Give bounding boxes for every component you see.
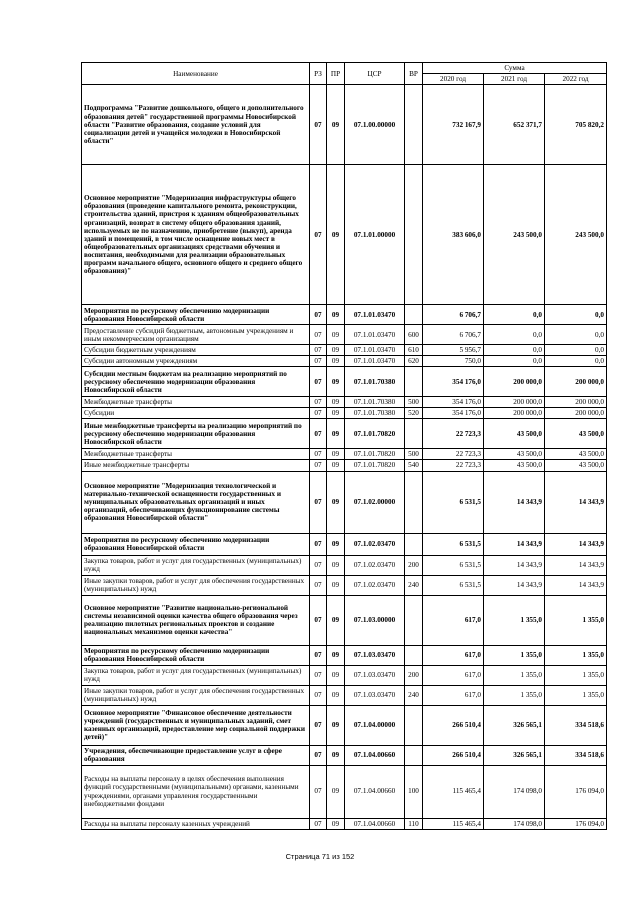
cell-2022: 43 500,0	[545, 460, 607, 471]
cell-vr	[405, 85, 423, 165]
cell-pr: 09	[327, 419, 345, 449]
cell-name: Субсидии	[82, 408, 310, 419]
cell-2020: 6 706,7	[423, 325, 484, 345]
table-row	[82, 745, 607, 765]
header-csr: ЦСР	[345, 63, 405, 85]
cell-rz: 07	[310, 818, 327, 829]
cell-rz: 07	[310, 745, 327, 765]
cell-name: Основное мероприятие "Модернизация инфраструктуры общего образования (проведение капитального ремонта, реконструкции, строительства зданий, пристроя к зданиям общеобразовательных организаций, возврат в систему общего образования зданий, используемых не по назначению, приобретение (выкуп), аренда зданий и помещений, в том числе оснащение новых мест в общеобразовательных организациях средствами обучения и воспитания, необходимыми для реализации образовательных программ начального общего, основного общего и среднего общего образования)"	[82, 165, 310, 305]
cell-name: Иные межбюджетные трансферты	[82, 460, 310, 471]
cell-pr: 09	[327, 397, 345, 408]
header-rz: РЗ	[310, 63, 327, 85]
cell-name: Закупка товаров, работ и услуг для государственных (муниципальных) нужд	[82, 555, 310, 575]
table-row	[82, 325, 607, 345]
cell-2021: 1 355,0	[484, 665, 545, 685]
table-row	[82, 471, 607, 533]
cell-rz: 07	[310, 460, 327, 471]
budget-table	[81, 62, 607, 830]
cell-pr: 09	[327, 595, 345, 645]
cell-vr: 540	[405, 460, 423, 471]
cell-2021: 200 000,0	[484, 367, 545, 397]
cell-2021: 652 371,7	[484, 85, 545, 165]
table-row	[82, 165, 607, 305]
cell-name: Расходы на выплаты персоналу в целях обеспечения выполнения функций государственными (муниципальными) органами, казенными учреждениями, органами управления государственными внебюджетными фондами	[82, 765, 310, 818]
cell-vr	[405, 533, 423, 555]
cell-2021: 174 098,0	[484, 818, 545, 829]
cell-2021: 0,0	[484, 345, 545, 356]
cell-2022: 243 500,0	[545, 165, 607, 305]
cell-2020: 6 531,5	[423, 471, 484, 533]
cell-pr: 09	[327, 460, 345, 471]
cell-2021: 0,0	[484, 356, 545, 367]
cell-vr	[405, 705, 423, 745]
cell-2021: 0,0	[484, 305, 545, 325]
cell-csr: 07.1.01.70820	[345, 460, 405, 471]
cell-name: Субсидии местным бюджетам на реализацию мероприятий по ресурсному обеспечению модернизации образования Новосибирской области	[82, 367, 310, 397]
cell-name: Мероприятия по ресурсному обеспечению модернизации образования Новосибирской области	[82, 645, 310, 665]
cell-rz: 07	[310, 325, 327, 345]
cell-2021: 326 565,1	[484, 705, 545, 745]
cell-vr: 600	[405, 325, 423, 345]
cell-2020: 266 510,4	[423, 745, 484, 765]
cell-pr: 09	[327, 533, 345, 555]
cell-vr	[405, 745, 423, 765]
cell-vr	[405, 165, 423, 305]
cell-2022: 0,0	[545, 325, 607, 345]
cell-2021: 14 343,9	[484, 575, 545, 595]
cell-vr	[405, 305, 423, 325]
cell-rz: 07	[310, 397, 327, 408]
cell-vr: 620	[405, 356, 423, 367]
cell-csr: 07.1.03.00000	[345, 595, 405, 645]
table-row	[82, 408, 607, 419]
cell-vr	[405, 471, 423, 533]
cell-rz: 07	[310, 305, 327, 325]
cell-2022: 334 518,6	[545, 745, 607, 765]
cell-2022: 14 343,9	[545, 575, 607, 595]
cell-2020: 617,0	[423, 665, 484, 685]
cell-csr: 07.1.01.00000	[345, 165, 405, 305]
cell-2020: 617,0	[423, 645, 484, 665]
cell-csr: 07.1.01.70380	[345, 397, 405, 408]
cell-2022: 43 500,0	[545, 419, 607, 449]
table-row	[82, 305, 607, 325]
header-year: 2022 год	[545, 74, 607, 85]
cell-pr: 09	[327, 305, 345, 325]
cell-2022: 0,0	[545, 356, 607, 367]
table-row	[82, 555, 607, 575]
cell-csr: 07.1.02.03470	[345, 555, 405, 575]
cell-pr: 09	[327, 367, 345, 397]
cell-csr: 07.1.03.03470	[345, 645, 405, 665]
cell-2021: 43 500,0	[484, 419, 545, 449]
document-page	[81, 62, 606, 830]
cell-2020: 115 465,4	[423, 818, 484, 829]
cell-2022: 200 000,0	[545, 408, 607, 419]
cell-2021: 243 500,0	[484, 165, 545, 305]
cell-name: Предоставление субсидий бюджетным, автономным учреждениям и иным некоммерческим организациям	[82, 325, 310, 345]
header-year: 2020 год	[423, 74, 484, 85]
cell-2020: 266 510,4	[423, 705, 484, 745]
table-row	[82, 460, 607, 471]
cell-2020: 354 176,0	[423, 367, 484, 397]
cell-csr: 07.1.01.70380	[345, 367, 405, 397]
table-row	[82, 85, 607, 165]
cell-2021: 14 343,9	[484, 471, 545, 533]
cell-2020: 750,0	[423, 356, 484, 367]
cell-name: Подпрограмма "Развитие дошкольного, общего и дополнительного образования детей" государственной программы Новосибирской области "Развитие образования, создание условий для социализации детей и учащейся молодежи в Новосибирской области"	[82, 85, 310, 165]
cell-name: Мероприятия по ресурсному обеспечению модернизации образования Новосибирской области	[82, 305, 310, 325]
cell-vr: 240	[405, 575, 423, 595]
page-number: Страница 71 из 152	[285, 852, 355, 861]
cell-2021: 14 343,9	[484, 533, 545, 555]
cell-vr: 200	[405, 665, 423, 685]
cell-2022: 705 820,2	[545, 85, 607, 165]
header-name: Наименование	[82, 63, 310, 85]
cell-name: Иные межбюджетные трансферты на реализацию мероприятий по ресурсному обеспечению модернизации образования Новосибирской области	[82, 419, 310, 449]
header-vr: ВР	[405, 63, 423, 85]
cell-rz: 07	[310, 575, 327, 595]
cell-pr: 09	[327, 165, 345, 305]
cell-vr	[405, 367, 423, 397]
cell-2021: 1 355,0	[484, 645, 545, 665]
cell-pr: 09	[327, 645, 345, 665]
cell-csr: 07.1.04.00660	[345, 745, 405, 765]
cell-rz: 07	[310, 645, 327, 665]
cell-2022: 1 355,0	[545, 665, 607, 685]
cell-pr: 09	[327, 685, 345, 705]
cell-2020: 617,0	[423, 685, 484, 705]
cell-2020: 22 723,3	[423, 460, 484, 471]
cell-2020: 6 531,5	[423, 533, 484, 555]
table-row	[82, 367, 607, 397]
cell-pr: 09	[327, 356, 345, 367]
header-year: 2021 год	[484, 74, 545, 85]
cell-2020: 22 723,3	[423, 419, 484, 449]
cell-name: Субсидии автономным учреждениям	[82, 356, 310, 367]
cell-2020: 22 723,3	[423, 449, 484, 460]
cell-csr: 07.1.04.00000	[345, 705, 405, 745]
cell-rz: 07	[310, 533, 327, 555]
cell-2021: 1 355,0	[484, 685, 545, 705]
cell-csr: 07.1.01.70820	[345, 449, 405, 460]
cell-2022: 176 094,0	[545, 765, 607, 818]
cell-2020: 732 167,9	[423, 85, 484, 165]
cell-pr: 09	[327, 575, 345, 595]
cell-2021: 200 000,0	[484, 397, 545, 408]
cell-pr: 09	[327, 408, 345, 419]
cell-name: Субсидии бюджетным учреждениям	[82, 345, 310, 356]
table-row	[82, 449, 607, 460]
cell-name: Основное мероприятие "Развитие национально-региональной системы независимой оценки качества общего образования через реализацию пилотных региональных проектов и создание национальных механизмов оценки качества"	[82, 595, 310, 645]
cell-csr: 07.1.01.03470	[345, 345, 405, 356]
cell-csr: 07.1.02.03470	[345, 533, 405, 555]
cell-rz: 07	[310, 555, 327, 575]
table-row	[82, 645, 607, 665]
cell-rz: 07	[310, 685, 327, 705]
table-row	[82, 575, 607, 595]
cell-pr: 09	[327, 449, 345, 460]
table-row	[82, 345, 607, 356]
cell-vr: 610	[405, 345, 423, 356]
cell-vr: 110	[405, 818, 423, 829]
table-row	[82, 685, 607, 705]
cell-csr: 07.1.01.70820	[345, 419, 405, 449]
cell-rz: 07	[310, 449, 327, 460]
cell-rz: 07	[310, 85, 327, 165]
cell-2020: 6 706,7	[423, 305, 484, 325]
table-row	[82, 397, 607, 408]
cell-name: Учреждения, обеспечивающие предоставление услуг в сфере образования	[82, 745, 310, 765]
cell-csr: 07.1.03.03470	[345, 685, 405, 705]
cell-vr: 500	[405, 397, 423, 408]
cell-rz: 07	[310, 419, 327, 449]
cell-vr: 500	[405, 449, 423, 460]
cell-rz: 07	[310, 765, 327, 818]
cell-vr	[405, 595, 423, 645]
cell-2022: 1 355,0	[545, 685, 607, 705]
table-row	[82, 356, 607, 367]
cell-pr: 09	[327, 745, 345, 765]
cell-vr: 520	[405, 408, 423, 419]
cell-csr: 07.1.04.00660	[345, 818, 405, 829]
cell-pr: 09	[327, 471, 345, 533]
cell-2021: 326 565,1	[484, 745, 545, 765]
cell-2022: 1 355,0	[545, 645, 607, 665]
cell-2022: 14 343,9	[545, 533, 607, 555]
cell-rz: 07	[310, 345, 327, 356]
cell-rz: 07	[310, 408, 327, 419]
cell-pr: 09	[327, 705, 345, 745]
cell-2022: 0,0	[545, 305, 607, 325]
cell-name: Межбюджетные трансферты	[82, 449, 310, 460]
cell-name: Межбюджетные трансферты	[82, 397, 310, 408]
table-row	[82, 665, 607, 685]
cell-name: Расходы на выплаты персоналу казенных учреждений	[82, 818, 310, 829]
cell-vr: 100	[405, 765, 423, 818]
cell-rz: 07	[310, 665, 327, 685]
header-pr: ПР	[327, 63, 345, 85]
cell-2022: 43 500,0	[545, 449, 607, 460]
cell-2021: 200 000,0	[484, 408, 545, 419]
cell-pr: 09	[327, 85, 345, 165]
cell-name: Иные закупки товаров, работ и услуг для обеспечения государственных (муниципальных) нужд	[82, 575, 310, 595]
cell-vr	[405, 645, 423, 665]
cell-vr	[405, 419, 423, 449]
header-sum: Сумма	[423, 63, 607, 74]
cell-csr: 07.1.00.00000	[345, 85, 405, 165]
cell-2022: 14 343,9	[545, 471, 607, 533]
cell-name: Закупка товаров, работ и услуг для государственных (муниципальных) нужд	[82, 665, 310, 685]
cell-name: Основное мероприятие "Модернизация технологической и материально-технической оснащенности государственных и муниципальных образовательных организаций и иных организаций, обеспечивающих функционирование системы образования Новосибирской области"	[82, 471, 310, 533]
cell-2020: 354 176,0	[423, 408, 484, 419]
table-header	[82, 63, 607, 85]
cell-2020: 6 531,5	[423, 575, 484, 595]
cell-2022: 14 343,9	[545, 555, 607, 575]
cell-csr: 07.1.02.03470	[345, 575, 405, 595]
cell-csr: 07.1.03.03470	[345, 665, 405, 685]
cell-rz: 07	[310, 356, 327, 367]
cell-csr: 07.1.04.00660	[345, 765, 405, 818]
cell-2022: 334 518,6	[545, 705, 607, 745]
table-row	[82, 595, 607, 645]
table-row	[82, 533, 607, 555]
cell-2021: 0,0	[484, 325, 545, 345]
cell-name: Иные закупки товаров, работ и услуг для обеспечения государственных (муниципальных) нужд	[82, 685, 310, 705]
cell-name: Мероприятия по ресурсному обеспечению модернизации образования Новосибирской области	[82, 533, 310, 555]
cell-2021: 1 355,0	[484, 595, 545, 645]
table-row	[82, 419, 607, 449]
cell-rz: 07	[310, 165, 327, 305]
cell-rz: 07	[310, 595, 327, 645]
table-row	[82, 765, 607, 818]
cell-rz: 07	[310, 471, 327, 533]
cell-2021: 174 098,0	[484, 765, 545, 818]
cell-pr: 09	[327, 818, 345, 829]
cell-pr: 09	[327, 665, 345, 685]
cell-2020: 115 465,4	[423, 765, 484, 818]
cell-rz: 07	[310, 705, 327, 745]
cell-2022: 200 000,0	[545, 367, 607, 397]
cell-csr: 07.1.01.03470	[345, 305, 405, 325]
cell-2022: 0,0	[545, 345, 607, 356]
cell-pr: 09	[327, 345, 345, 356]
cell-csr: 07.1.01.03470	[345, 356, 405, 367]
cell-pr: 09	[327, 555, 345, 575]
cell-pr: 09	[327, 325, 345, 345]
cell-2021: 14 343,9	[484, 555, 545, 575]
cell-vr: 240	[405, 685, 423, 705]
cell-2020: 6 531,5	[423, 555, 484, 575]
cell-csr: 07.1.01.03470	[345, 325, 405, 345]
cell-2022: 1 355,0	[545, 595, 607, 645]
cell-name: Основное мероприятие "Финансовое обеспечение деятельности учреждений (государственных и муниципальных заданий, смет казенных организаций, предоставление мер социальной поддержки детей)"	[82, 705, 310, 745]
cell-2020: 354 176,0	[423, 397, 484, 408]
cell-2022: 176 094,0	[545, 818, 607, 829]
cell-2020: 5 956,7	[423, 345, 484, 356]
cell-2021: 43 500,0	[484, 460, 545, 471]
cell-csr: 07.1.01.70380	[345, 408, 405, 419]
table-body	[82, 85, 607, 829]
cell-rz: 07	[310, 367, 327, 397]
cell-2022: 200 000,0	[545, 397, 607, 408]
cell-2021: 43 500,0	[484, 449, 545, 460]
cell-2020: 617,0	[423, 595, 484, 645]
cell-csr: 07.1.02.00000	[345, 471, 405, 533]
cell-vr: 200	[405, 555, 423, 575]
table-row	[82, 705, 607, 745]
cell-2020: 383 606,0	[423, 165, 484, 305]
table-row	[82, 818, 607, 829]
cell-pr: 09	[327, 765, 345, 818]
